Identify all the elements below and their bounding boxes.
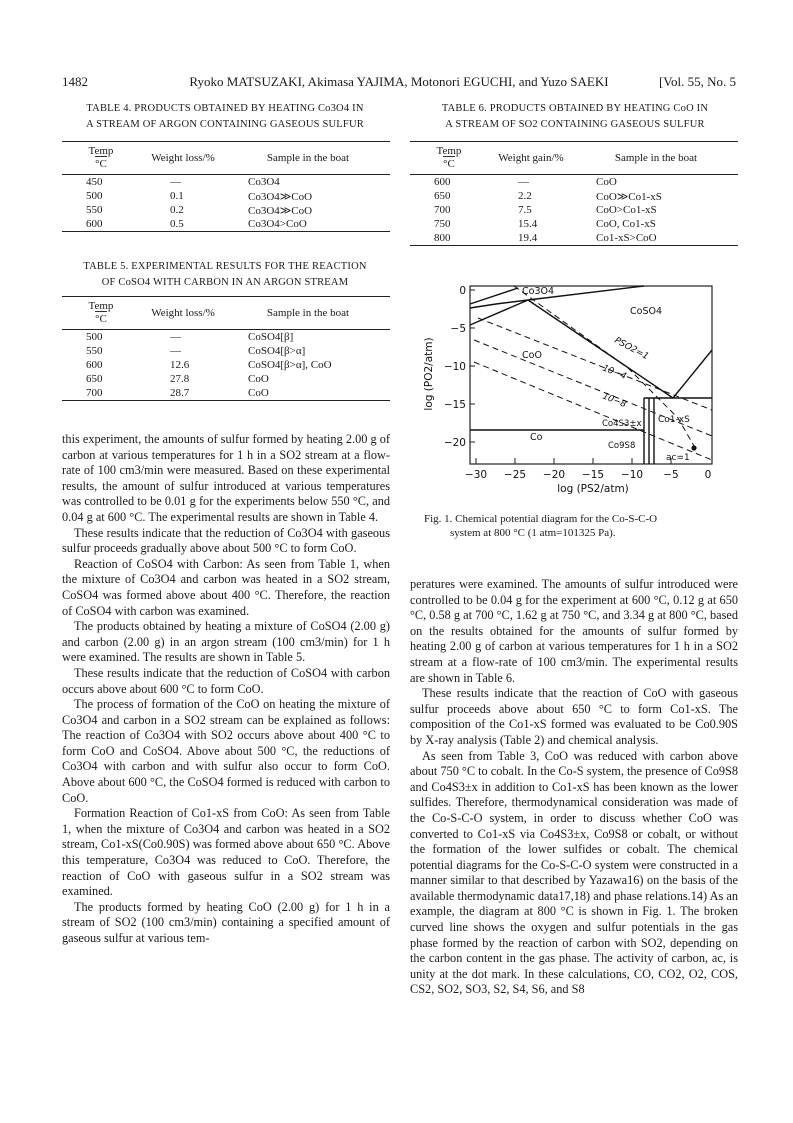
paragraph: These results indicate that the reduction of Co3O4 with gaseous sulfur proceeds gradually above about 500 °C to form CoO. [62, 525, 390, 556]
table-row [62, 344, 390, 358]
paragraph: Reaction of CoSO4 with Carbon: As seen from Table 1, when the mixture of Co3O4 and carbon was heated in a SO2 stream, CoSO4 was formed above about 400 °C. Therefore, the reaction of CoSO4 with carbon was examined. [62, 556, 390, 618]
x-tick-label: −20 [542, 469, 566, 481]
region-label-co9s8: Co9S8 [608, 441, 636, 451]
pso2-label: PSO2=1 [612, 335, 651, 363]
temp-cell: 550 [86, 345, 103, 357]
table4-body [62, 175, 390, 232]
paragraph: The products obtained by heating a mixture of CoSO4 (2.00 g) and carbon (2.00 g) in an argon stream (100 cm3/min) for 1 h were examined. The results are shown in Table 5. [62, 619, 390, 665]
weight-cell: 2.2 [518, 190, 532, 202]
sample-cell: CoO>Co1-xS [596, 204, 657, 216]
table4-weight-header: Weight loss/% [151, 152, 215, 164]
temp-cell: 650 [434, 190, 451, 202]
table5-caption-line1: TABLE 5. EXPERIMENTAL RESULTS FOR THE REACTION [83, 261, 367, 272]
paragraph: this experiment, the amounts of sulfur formed by heating 2.00 g of carbon at various temperatures for 1 h in a SO2 stream at a flow-rate of 100 cm3/min were measured. Based on these experimental results, the amount of sulfur introduced at various temperatures was controlled to be 0.01 g for the experiments below 550 °C, and 0.04 g at 600 °C. The experimental results are shown in Table 4. [62, 432, 390, 524]
iso-pso2-lines [474, 286, 712, 460]
table6-caption-line1: TABLE 6. PRODUCTS OBTAINED BY HEATING CoO IN [441, 103, 709, 114]
weight-cell: 0.5 [170, 218, 184, 230]
sample-cell: Co3O4≫CoO [248, 190, 313, 203]
ac-unity-dot [691, 445, 696, 450]
x-tick-label: −15 [581, 469, 605, 481]
sample-cell: CoO≫Co1-xS [596, 190, 662, 203]
table-row [62, 386, 390, 401]
temp-cell: 500 [86, 331, 103, 343]
temp-cell: 700 [86, 387, 103, 399]
ac-label: ac=1 [666, 453, 690, 463]
y-tick-label: 0 [459, 285, 466, 297]
table5-weight-header: Weight loss/% [151, 307, 215, 319]
table4-temp-header: Temp °C [88, 145, 114, 170]
temp-cell: 450 [86, 176, 103, 188]
temp-cell: 600 [86, 218, 103, 230]
table4-caption [60, 101, 390, 133]
table-row [410, 231, 738, 246]
paragraph: These results indicate that the reduction of CoSO4 with carbon occurs above about 600 °C to form CoO. [62, 665, 390, 696]
table-row [410, 203, 738, 217]
temp-cell: 600 [434, 176, 451, 188]
table5-temp-header: Temp °C [88, 300, 114, 325]
author-line: Ryoko MATSUZAKI, Akimasa YAJIMA, Motonori EGUCHI, and Yuzo SAEKI [189, 74, 609, 89]
region-label-co1-xs: Co1-xS [658, 415, 690, 425]
table-row [410, 189, 738, 203]
1e-4-label: 10−4 [600, 363, 628, 383]
table-row [62, 372, 390, 386]
y-tick-labels [444, 285, 466, 449]
volume-info: [Vol. 55, No. 5 [658, 74, 736, 89]
table6-sample-header: Sample in the boat [614, 152, 698, 164]
temp-cell: 600 [86, 359, 103, 371]
sample-cell: CoSO4[β>α] [248, 345, 306, 357]
weight-cell: 0.2 [170, 204, 184, 216]
table4-caption-line1: TABLE 4. PRODUCTS OBTAINED BY HEATING Co3O4 IN [86, 103, 364, 114]
x-tick-label: 0 [704, 469, 712, 481]
paragraph: Formation Reaction of Co1-xS from CoO: As seen from Table 1, when the mixture of Co3O4 and carbon was heated in a SO2 stream, Co1-xS(Co0.90S) was formed above about 650 °C. Above this temperature, Co3O4 was reduced to CoO. Therefore, the reaction of CoO with gaseous sulfur in a SO2 stream was examined. [62, 806, 390, 899]
table5-caption-line2: OF CoSO4 WITH CARBON IN AN ARGON STREAM [101, 277, 349, 288]
paragraph: The products formed by heating CoO (2.00 g) for 1 h in a stream of SO2 (100 cm3/min) containing a specified amount of gaseous sulfur at various tem- [62, 899, 390, 945]
table6-body [410, 175, 738, 246]
sample-cell: Co3O4>CoO [248, 218, 307, 230]
right-column-text [410, 577, 738, 998]
figure1-caption [424, 512, 736, 540]
temp-cell: 700 [434, 204, 451, 216]
left-column-text [62, 432, 390, 947]
sample-cell: CoO [248, 387, 269, 399]
sample-cell: Co1-xS>CoO [596, 232, 657, 244]
paragraph: As seen from Table 3, CoO was reduced with carbon above about 750 °C to cobalt. In the Co-S system, the presence of Co9S8 and Co4S3±x in addition to Co1-xS has been known as the lower sulfides. Therefore, thermodynamical consideration was made of the Co-S-C-O system, in order to discuss whether CoO was converted to Co1-xS via Co4S3±x, Co9S8 or cobalt, or without the formation of the lower sulfides or cobalt. The chemical potential diagrams for the Co-S-C-O system were constructed in a manner similar to that described by Yazawa16) on the basis of the available thermodynamic data17,18) and phase relations.14) As an example, the diagram at 800 °C is shown in Fig. 1. The broken curved line shows the oxygen and sulfur potentials in the gas phase formed by the reaction of carbon with SO2, depending on the carbon content in the gas phase. The activity of carbon, ac, is unity at the dot mark. In these calculations, CO, CO2, O2, COS, CS2, SO2, SO3, S2, S4, S6, and S8 [410, 748, 739, 997]
table4 [62, 141, 390, 232]
temp-cell: 500 [86, 190, 103, 202]
table-row [62, 358, 390, 372]
weight-cell: — [518, 176, 529, 188]
y-tick-label: −15 [443, 399, 466, 411]
x-tick-label: −10 [620, 469, 644, 481]
sample-cell: CoSO4[β] [248, 331, 294, 343]
page-number: 1482 [62, 74, 88, 89]
1e-8-label: 10−8 [600, 391, 628, 411]
weight-cell: 15.4 [518, 218, 538, 230]
weight-cell: — [170, 331, 181, 343]
weight-cell: 27.8 [170, 373, 190, 385]
table6-caption-line2: A STREAM OF SO2 CONTAINING GASEOUS SULFUR [445, 119, 705, 130]
region-label-co3o4: Co3O4 [522, 286, 555, 297]
table-row [62, 203, 390, 217]
table5-body [62, 330, 390, 401]
region-label-co4s3: Co4S3±x [602, 419, 642, 429]
weight-cell: 7.5 [518, 204, 532, 216]
y-tick-label: −20 [443, 437, 466, 449]
paragraph: These results indicate that the reaction of CoO with gaseous sulfur proceeds above about 650 °C to form Co1-xS. The composition of the Co1-xS formed was evaluated to be Co0.90S by X-ray analysis (Table 2) and chemical analysis. [410, 686, 738, 747]
table6 [410, 141, 738, 246]
region-label-co: Co [530, 432, 543, 443]
paragraph: peratures were examined. The amounts of sulfur introduced were controlled to be 0.04 g for the experiment at 600 °C, 0.12 g at 650 °C, 0.58 g at 700 °C, 1.62 g at 750 °C, and 3.34 g at 800 °C, based on the results obtained for the amounts of sulfur formed by heating 2.00 g of carbon at various temperatures for 1 h in a SO2 stream at a flow-rate of 100 cm3/min. The experimental results are shown in Table 6. [410, 577, 738, 685]
table4-caption-line2: A STREAM OF ARGON CONTAINING GASEOUS SULFUR [86, 119, 364, 130]
region-label-coo: CoO [522, 350, 542, 361]
weight-cell: 12.6 [170, 359, 190, 371]
x-tick-label: −25 [503, 469, 527, 481]
figure1-caption-line1: Fig. 1. Chemical potential diagram for the Co-S-C-O [424, 513, 658, 525]
temp-cell: 800 [434, 232, 451, 244]
table-row [62, 189, 390, 203]
sample-cell: CoO, Co1-xS [596, 218, 656, 230]
y-tick-label: −5 [450, 323, 466, 335]
x-tick-label: −5 [663, 469, 679, 481]
region-label-coso4: CoSO4 [630, 306, 662, 317]
y-tick-label: −10 [443, 361, 466, 373]
sample-cell: Co3O4 [248, 176, 280, 188]
running-header [62, 74, 736, 92]
table5 [62, 296, 390, 401]
weight-cell: — [170, 176, 181, 188]
weight-cell: 0.1 [170, 190, 184, 202]
figure1-chemical-potential-diagram [418, 278, 738, 496]
table5-sample-header: Sample in the boat [266, 307, 350, 319]
figure1-caption-line2: system at 800 °C (1 atm=101325 Pa). [450, 527, 616, 539]
table-row [62, 330, 390, 345]
x-tick-labels [465, 469, 711, 481]
table6-temp-header: Temp °C [436, 145, 462, 170]
weight-cell: 28.7 [170, 387, 190, 399]
sample-cell: CoSO4[β>α], CoO [248, 359, 332, 371]
table-row [62, 175, 390, 190]
sample-cell: CoO [596, 176, 617, 188]
x-axis-label: log (PS2/atm) [557, 483, 629, 495]
sample-cell: CoO [248, 373, 269, 385]
weight-cell: — [170, 345, 181, 357]
x-tick-label: −30 [464, 469, 488, 481]
table-row [62, 217, 390, 232]
temp-cell: 650 [86, 373, 103, 385]
sample-cell: Co3O4≫CoO [248, 204, 313, 217]
table4-sample-header: Sample in the boat [266, 152, 350, 164]
table-row [410, 175, 738, 190]
table-row [410, 217, 738, 231]
table6-weight-header: Weight gain/% [498, 152, 564, 164]
paragraph: The process of formation of the CoO on heating the mixture of Co3O4 and carbon in a SO2 stream can be explained as follows: The reaction of Co3O4 with SO2 occurs above about 400 °C to form CoO and CoSO4. Above about 500 °C, the reductions of Co3O4 with carbon and with sulfur also occur to form CoO. Above about 600 °C, the CoSO4 formed is reduced with carbon to CoO. [62, 697, 390, 805]
temp-cell: 750 [434, 218, 451, 230]
weight-cell: 19.4 [518, 232, 538, 244]
table6-caption [410, 101, 740, 133]
table5-caption [60, 259, 390, 291]
y-axis-label: log (PO2/atm) [423, 337, 435, 411]
temp-cell: 550 [86, 204, 103, 216]
